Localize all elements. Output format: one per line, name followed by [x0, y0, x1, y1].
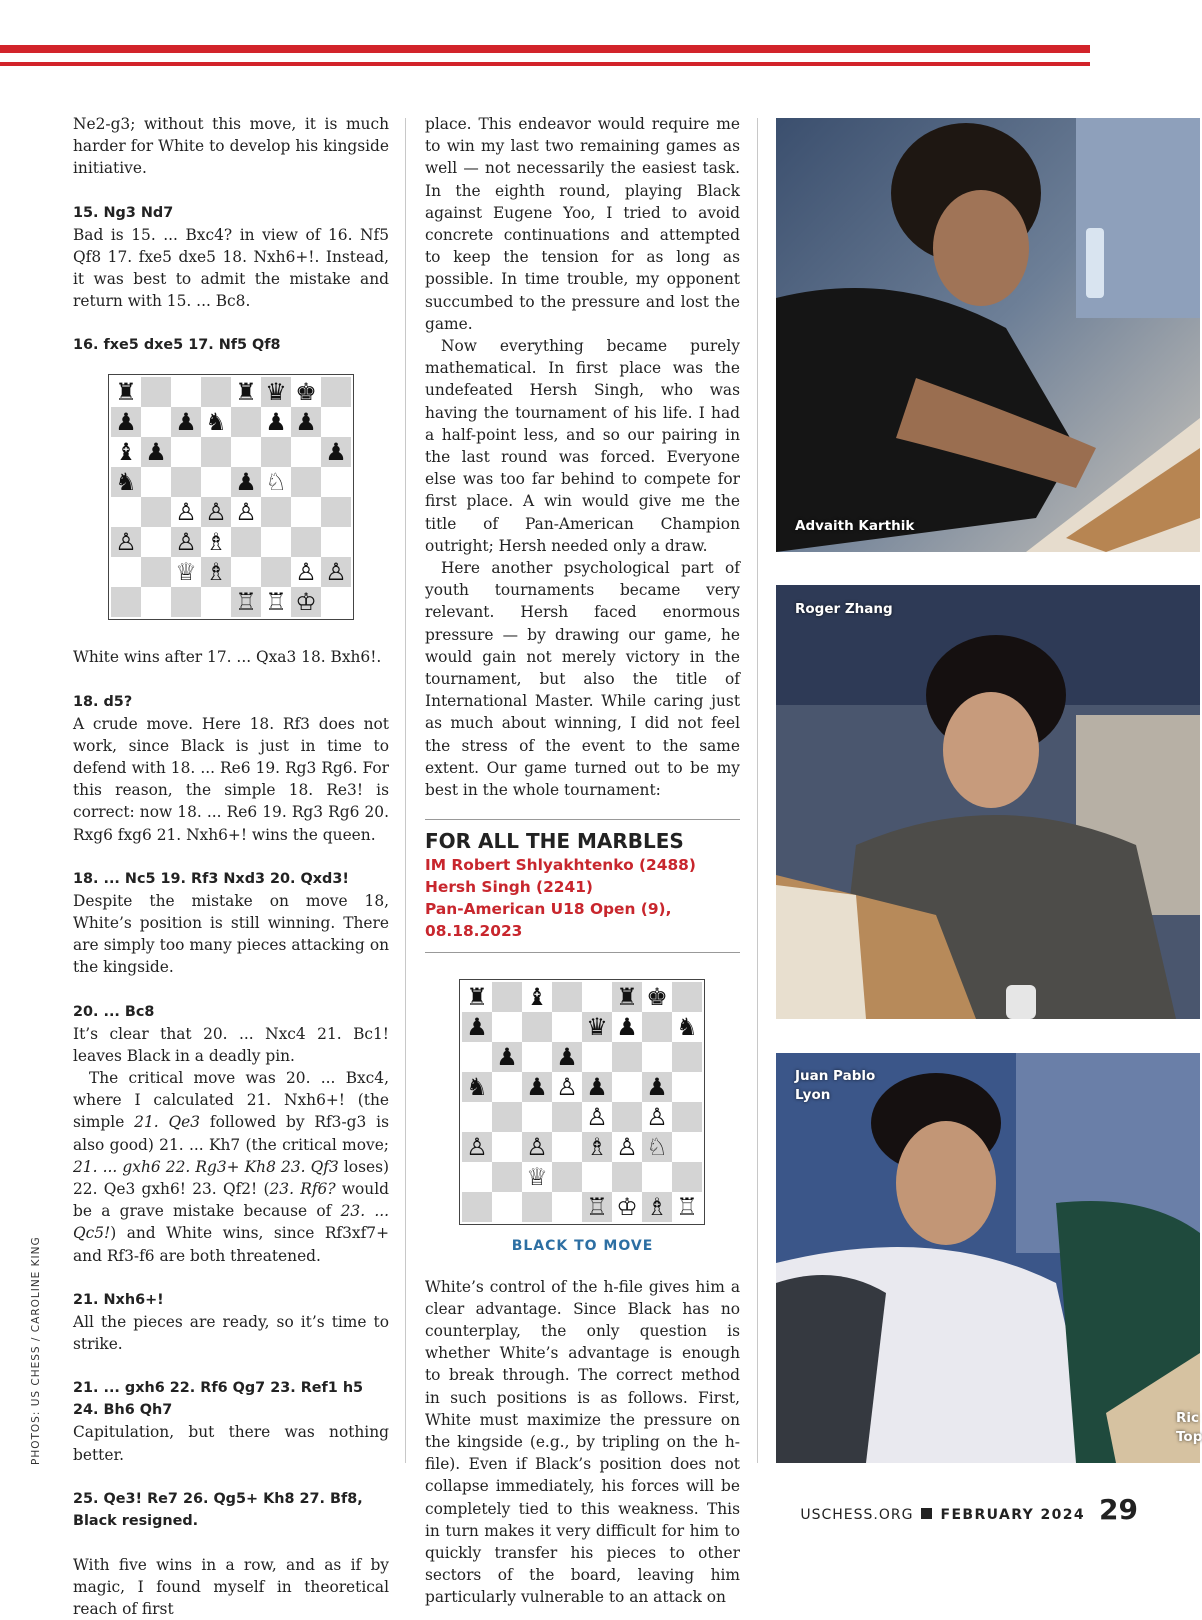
board-square — [141, 467, 171, 497]
board-square — [522, 1012, 552, 1042]
player-photo — [776, 585, 1200, 1019]
board-square — [171, 587, 201, 617]
chess-piece: ♙ — [522, 1132, 552, 1162]
board-square — [672, 982, 702, 1012]
board-square — [171, 467, 201, 497]
chess-piece: ♙ — [616, 1133, 638, 1162]
board-square — [111, 587, 141, 617]
paragraph: White wins after 17. ... Qxa3 18. Bxh6!. — [73, 648, 382, 667]
board-square — [321, 377, 351, 407]
chess-piece: ♟ — [462, 1012, 492, 1042]
chess-piece: ♜ — [612, 982, 642, 1012]
board-square — [672, 1072, 702, 1102]
board-square — [612, 1072, 642, 1102]
chess-piece: ♚ — [295, 378, 317, 407]
chess-diagram-1 — [108, 374, 354, 620]
chess-piece: ♗ — [642, 1192, 672, 1222]
chess-piece: ♕ — [526, 1163, 548, 1192]
chess-piece: ♚ — [646, 983, 668, 1012]
board-square — [231, 557, 261, 587]
board-square — [492, 1072, 522, 1102]
board-square — [522, 1042, 552, 1072]
board-square — [462, 1192, 492, 1222]
chess-piece: ♞ — [111, 467, 141, 497]
chess-piece: ♜ — [115, 378, 137, 407]
chess-piece: ♙ — [235, 498, 257, 527]
column-divider — [405, 118, 406, 1463]
board-square — [321, 407, 351, 437]
paragraph: Despite the mistake on move 18, White’s position is still winning. There are simply too many pieces attacking on the kingside. — [73, 891, 389, 977]
chess-piece: ♖ — [265, 588, 287, 617]
paragraph: Capitulation, but there was nothing better. — [73, 1423, 389, 1464]
chess-piece: ♗ — [201, 557, 231, 587]
chess-piece: ♙ — [586, 1103, 608, 1132]
chess-piece: ♙ — [175, 498, 197, 527]
move-heading: 20. ... Bc8 — [73, 1003, 155, 1020]
chess-piece: ♝ — [526, 983, 548, 1012]
board-square — [522, 1192, 552, 1222]
board-square — [492, 982, 522, 1012]
move-heading: 15. Ng3 Nd7 — [73, 204, 174, 221]
paragraph: Bad is 15. ... Bxc4? in view of 16. Nf5 Qf8 17. fxe5 dxe5 18. Nxh6+!. Instead, it was best to admit the mistake and return with 15. ... Bc8. — [73, 225, 389, 311]
move-heading: 21. ... gxh6 22. Rf6 Qg7 23. Ref1 h5 24. Bh6 Qh7 — [73, 1380, 364, 1419]
chess-piece: ♟ — [231, 467, 261, 497]
board-square — [111, 557, 141, 587]
chess-piece: ♟ — [171, 407, 201, 437]
board-square — [321, 467, 351, 497]
chess-piece: ♙ — [111, 527, 141, 557]
chess-piece: ♘ — [265, 468, 287, 497]
board-square — [321, 497, 351, 527]
chess-piece: ♞ — [676, 1013, 698, 1042]
board-square — [672, 1102, 702, 1132]
chess-piece: ♝ — [115, 438, 137, 467]
board-square — [231, 527, 261, 557]
board-square — [462, 1042, 492, 1072]
board-square — [111, 497, 141, 527]
board-square — [291, 467, 321, 497]
board-square — [582, 982, 612, 1012]
board-square — [462, 1162, 492, 1192]
paragraph: All the pieces are ready, so it’s time to strike. — [73, 1312, 389, 1354]
square-bullet-icon — [921, 1508, 932, 1519]
photo-advaith-karthik — [776, 118, 1200, 552]
paragraph: Ne2-g3; without this move, it is much harder for White to develop his kingside initiative. — [73, 115, 389, 178]
chess-piece: ♟ — [111, 407, 141, 437]
chess-piece: ♟ — [321, 437, 351, 467]
chess-piece: ♙ — [201, 497, 231, 527]
chess-piece: ♟ — [141, 437, 171, 467]
chess-piece: ♙ — [462, 1132, 492, 1162]
chess-piece: ♞ — [205, 408, 227, 437]
chess-piece: ♖ — [582, 1192, 612, 1222]
board-square — [672, 1042, 702, 1072]
board-square — [321, 527, 351, 557]
chess-piece: ♙ — [171, 527, 201, 557]
board-square — [201, 437, 231, 467]
paragraph: White’s control of the h-file gives him a clear advantage. Since Black has no counterplay, the only question is whether White’s advantage is enough to break through. The correct method in such positions is as follows. First, White must maximize the pressure on the kingside (e.g., by tripling on the h-file). Even if Black’s position does not collapse immediately, his forces will be completely tied to this weakness. This in turn makes it very difficult for him to quickly transfer his pieces to other sectors of the board, leaving him particularly vulnerable to an attack on — [425, 1277, 740, 1607]
board-square — [522, 1102, 552, 1132]
column-divider — [757, 118, 758, 1463]
board-square — [291, 497, 321, 527]
board-square — [642, 1012, 672, 1042]
board-square — [291, 437, 321, 467]
board-square — [261, 557, 291, 587]
chess-piece: ♔ — [291, 587, 321, 617]
board-square — [462, 1102, 492, 1132]
chess-piece: ♔ — [616, 1193, 638, 1222]
chess-piece: ♙ — [556, 1073, 578, 1102]
chess-piece: ♛ — [582, 1012, 612, 1042]
board-square — [582, 1042, 612, 1072]
issue-date: FEBRUARY 2024 — [940, 1507, 1086, 1523]
board-square — [672, 1162, 702, 1192]
player-photo — [776, 118, 1200, 552]
photo-credit: PHOTOS: US CHESS / CAROLINE KING — [30, 1236, 42, 1465]
board-square — [141, 587, 171, 617]
board-square — [141, 497, 171, 527]
website: USCHESS.ORG — [800, 1507, 914, 1523]
chess-piece: ♟ — [492, 1042, 522, 1072]
photo-label: Roger Zhang — [795, 601, 893, 617]
chess-piece: ♘ — [642, 1132, 672, 1162]
board-square — [552, 982, 582, 1012]
chess-piece: ♟ — [582, 1072, 612, 1102]
board-square — [672, 1132, 702, 1162]
black-player: Hersh Singh (2241) — [425, 878, 593, 897]
chess-piece: ♟ — [642, 1072, 672, 1102]
board-square — [612, 1102, 642, 1132]
move-heading: 18. ... Nc5 19. Rf3 Nxd3 20. Qxd3! — [73, 870, 349, 887]
paragraph: It’s clear that 20. ... Nxc4 21. Bc1! leaves Black in a deadly pin. — [73, 1024, 389, 1065]
chess-piece: ♙ — [295, 558, 317, 587]
board-square — [552, 1132, 582, 1162]
photo-label-edge: Ric Top — [1176, 1410, 1202, 1445]
board-square — [492, 1012, 522, 1042]
board-square — [261, 497, 291, 527]
page-number: 29 — [1099, 1493, 1138, 1526]
board-square — [291, 527, 321, 557]
board-square — [612, 1042, 642, 1072]
board-square — [171, 377, 201, 407]
board-square — [201, 377, 231, 407]
paragraph: Now everything became purely mathematical. In first place was the undefeated Hersh Singh, who was having the tournament of his life. I had a half-point less, and so our pairing in the last round was forced. Everyone else was too far behind to compete for first place. A win would give me the title of Pan-American Champion outright; Hersh needed only a draw. — [425, 337, 740, 555]
board-square — [552, 1162, 582, 1192]
player-photo — [776, 1053, 1200, 1463]
move-heading: 25. Qe3! Re7 26. Qg5+ Kh8 27. Bf8, Black resigned. — [73, 1490, 363, 1529]
board-square — [231, 407, 261, 437]
chess-piece: ♟ — [522, 1072, 552, 1102]
chess-piece: ♞ — [462, 1072, 492, 1102]
move-heading: 18. d5? — [73, 693, 133, 710]
chess-piece: ♟ — [616, 1013, 638, 1042]
board-square — [492, 1162, 522, 1192]
chess-piece: ♛ — [261, 377, 291, 407]
chess-piece: ♗ — [205, 528, 227, 557]
article-column-2 — [425, 113, 740, 1609]
board-square — [201, 467, 231, 497]
paragraph: With five wins in a row, and as if by magic, I found myself in theoretical reach of first — [73, 1555, 389, 1619]
board-square — [141, 527, 171, 557]
board-square — [552, 1012, 582, 1042]
board-square — [552, 1102, 582, 1132]
event-date: 08.18.2023 — [425, 922, 523, 941]
chess-piece: ♖ — [676, 1193, 698, 1222]
paragraph: A crude move. Here 18. Rf3 does not work, since Black is just in time to defend with 18. ... Re6 19. Rg3 Rg6. For this reason, the simple 18. Re3! is correct: now 18. ... Re6 19. Rg3 Rg6 20. Rxg6 fxg6 21. Nxh6+! wins the queen. — [73, 714, 389, 844]
chess-piece: ♗ — [582, 1132, 612, 1162]
chess-piece: ♙ — [321, 557, 351, 587]
move-heading: 16. fxe5 dxe5 17. Nf5 Qf8 — [73, 337, 281, 354]
chess-piece: ♜ — [235, 378, 257, 407]
chess-piece: ♟ — [552, 1042, 582, 1072]
board-square — [612, 1162, 642, 1192]
board-square — [321, 587, 351, 617]
board-square — [642, 1042, 672, 1072]
board-square — [141, 407, 171, 437]
photo-roger-zhang — [776, 585, 1200, 1019]
board-square — [552, 1192, 582, 1222]
board-square — [261, 437, 291, 467]
move-heading: 21. Nxh6+! — [73, 1291, 164, 1308]
game-header — [425, 819, 740, 953]
chess-piece: ♙ — [646, 1103, 668, 1132]
board-square — [171, 437, 201, 467]
paragraph: Here another psychological part of youth tournaments became very relevant. Hersh faced enormous pressure — by drawing our game, he would gain not merely victory in the tournament, but also the title of International Master. While caring just as much about winning, I did not feel the stress of the event to the same extent. Our game turned out to be my best in the whole tournament: — [425, 559, 740, 800]
game-title: FOR ALL THE MARBLES — [425, 829, 684, 854]
chess-diagram-2 — [459, 979, 705, 1225]
board-square — [582, 1162, 612, 1192]
board-square — [141, 377, 171, 407]
board-square — [492, 1102, 522, 1132]
board-square — [492, 1132, 522, 1162]
board-square — [231, 437, 261, 467]
board-square — [141, 557, 171, 587]
header-rule-bottom — [0, 62, 1090, 66]
white-player: IM Robert Shlyakhtenko (2488) — [425, 856, 696, 875]
chess-piece: ♖ — [231, 587, 261, 617]
board-square — [642, 1162, 672, 1192]
chess-piece: ♕ — [175, 558, 197, 587]
paragraph: The critical move was 20. ... Bxc4, where I calculated 21. Nxh6+! (the simple 21. Qe3 followed by Rf3-g3 is also good) 21. ... Kh7 (the critical move; 21. ... gxh6 22. Rg3+ Kh8 23. Qf3 loses) 22. Qe3 gxh6! 23. Qf2! (23. Rf6? would be a grave mistake because of 23. ... Qc5!) and White wins, since Rf3xf7+ and Rf3-f6 are both threatened. — [73, 1069, 390, 1265]
board-square — [261, 527, 291, 557]
chess-piece: ♜ — [466, 983, 488, 1012]
article-column-1 — [73, 113, 389, 1620]
photo-label: Advaith Karthik — [795, 518, 915, 534]
event-name: Pan-American U18 Open (9), — [425, 900, 672, 919]
chess-piece: ♟ — [265, 408, 287, 437]
diagram-caption: BLACK TO MOVE — [511, 1238, 654, 1255]
header-rule-top — [0, 45, 1090, 53]
page-footer — [800, 1493, 1138, 1526]
paragraph: place. This endeavor would require me to win my last two remaining games as well — not necessarily the easiest task. In the eighth round, playing Black against Eugene Yoo, I tried to avoid concrete continuations and attempted to keep the tension for as long as possible. In time trouble, my opponent succumbed to the pressure and lost the game. — [425, 115, 740, 333]
photo-label: Juan Pablo Lyon — [795, 1068, 876, 1103]
board-square — [201, 587, 231, 617]
chess-piece: ♟ — [291, 407, 321, 437]
board-square — [492, 1192, 522, 1222]
photo-juan-pablo-lyon — [776, 1053, 1200, 1463]
